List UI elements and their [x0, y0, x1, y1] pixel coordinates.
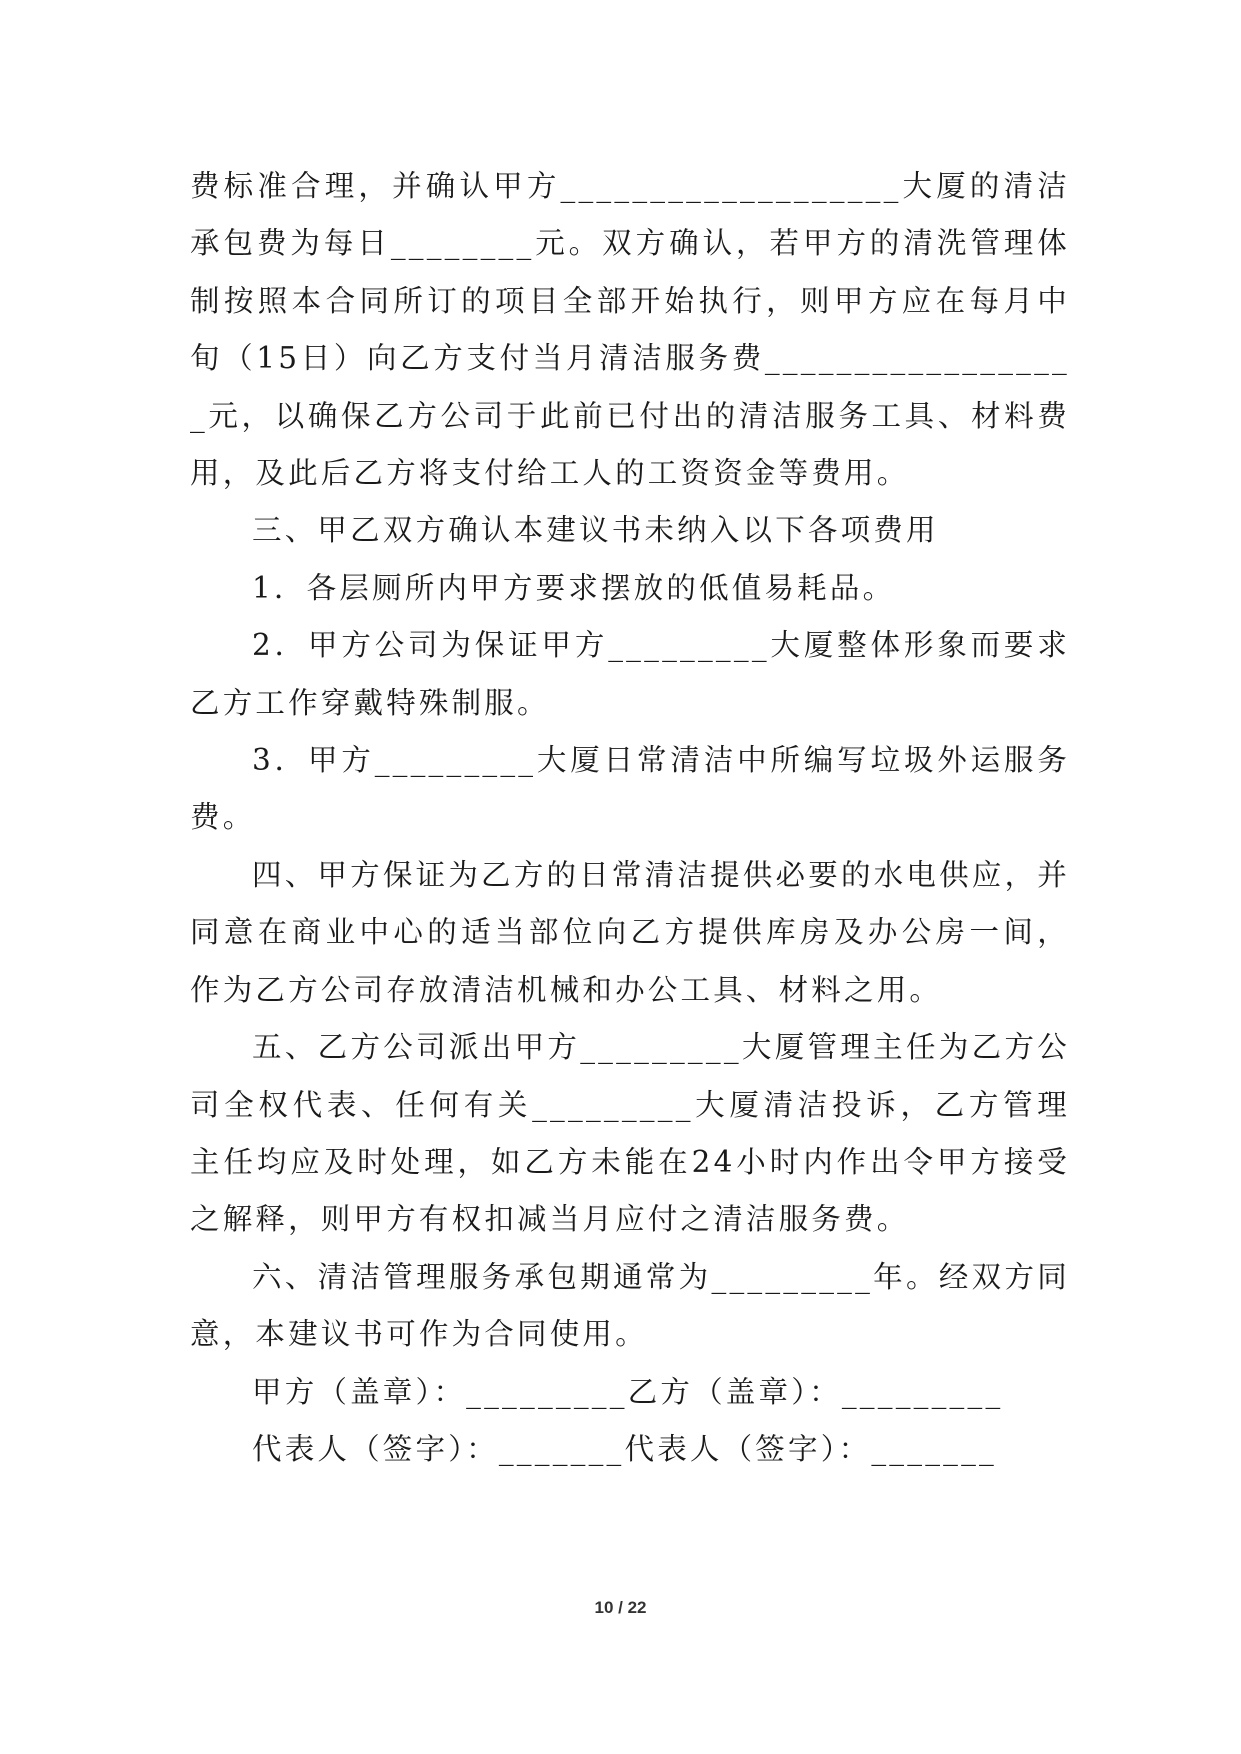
- paragraph-section-three: 三、甲乙双方确认本建议书未纳入以下各项费用: [252, 513, 939, 548]
- document-body: [190, 158, 1070, 1478]
- paragraph-item-one: 1．各层厕所内甲方要求摆放的低值易耗品。: [252, 570, 896, 605]
- paragraph-section-five: 五、乙方公司派出甲方_________大厦管理主任为乙方公司全权代表、任何有关_________大厦清洁投诉，乙方管理主任均应及时处理，如乙方未能在24小时内作出令甲方接受之解释，则甲方有权扣减当月应付之清洁服务费。: [190, 1030, 1070, 1237]
- paragraph-fee-terms: 费标准合理，并确认甲方___________________大厦的清洁承包费为每日________元。双方确认，若甲方的清洗管理体制按照本合同所订的项目全部开始执行，则甲方应在每月中旬（15日）向乙方支付当月清洁服务费__________________元，以确保乙方公司于此前已付出的清洁服务工具、材料费用，及此后乙方将支付给工人的工资资金等费用。: [190, 169, 1070, 491]
- paragraph-section-four: 四、甲方保证为乙方的日常清洁提供必要的水电供应，并同意在商业中心的适当部位向乙方提供库房及办公房一间，作为乙方公司存放清洁机械和办公工具、材料之用。: [190, 857, 1070, 1007]
- paragraph-item-three: 3．甲方_________大厦日常清洁中所编写垃圾外运服务费。: [190, 743, 1070, 835]
- page-number: 10 / 22: [594, 1598, 647, 1617]
- seal-signature-line: 甲方（盖章）：_________乙方（盖章）：_________: [252, 1374, 1004, 1409]
- paragraph-section-six: 六、清洁管理服务承包期通常为_________年。经双方同意，本建议书可作为合同使用。: [190, 1259, 1070, 1352]
- paragraph-item-two: 2．甲方公司为保证甲方_________大厦整体形象而要求乙方工作穿戴特殊制服。: [190, 628, 1070, 720]
- representative-signature-line: 代表人（签字）：_______代表人（签字）：_______: [252, 1431, 998, 1466]
